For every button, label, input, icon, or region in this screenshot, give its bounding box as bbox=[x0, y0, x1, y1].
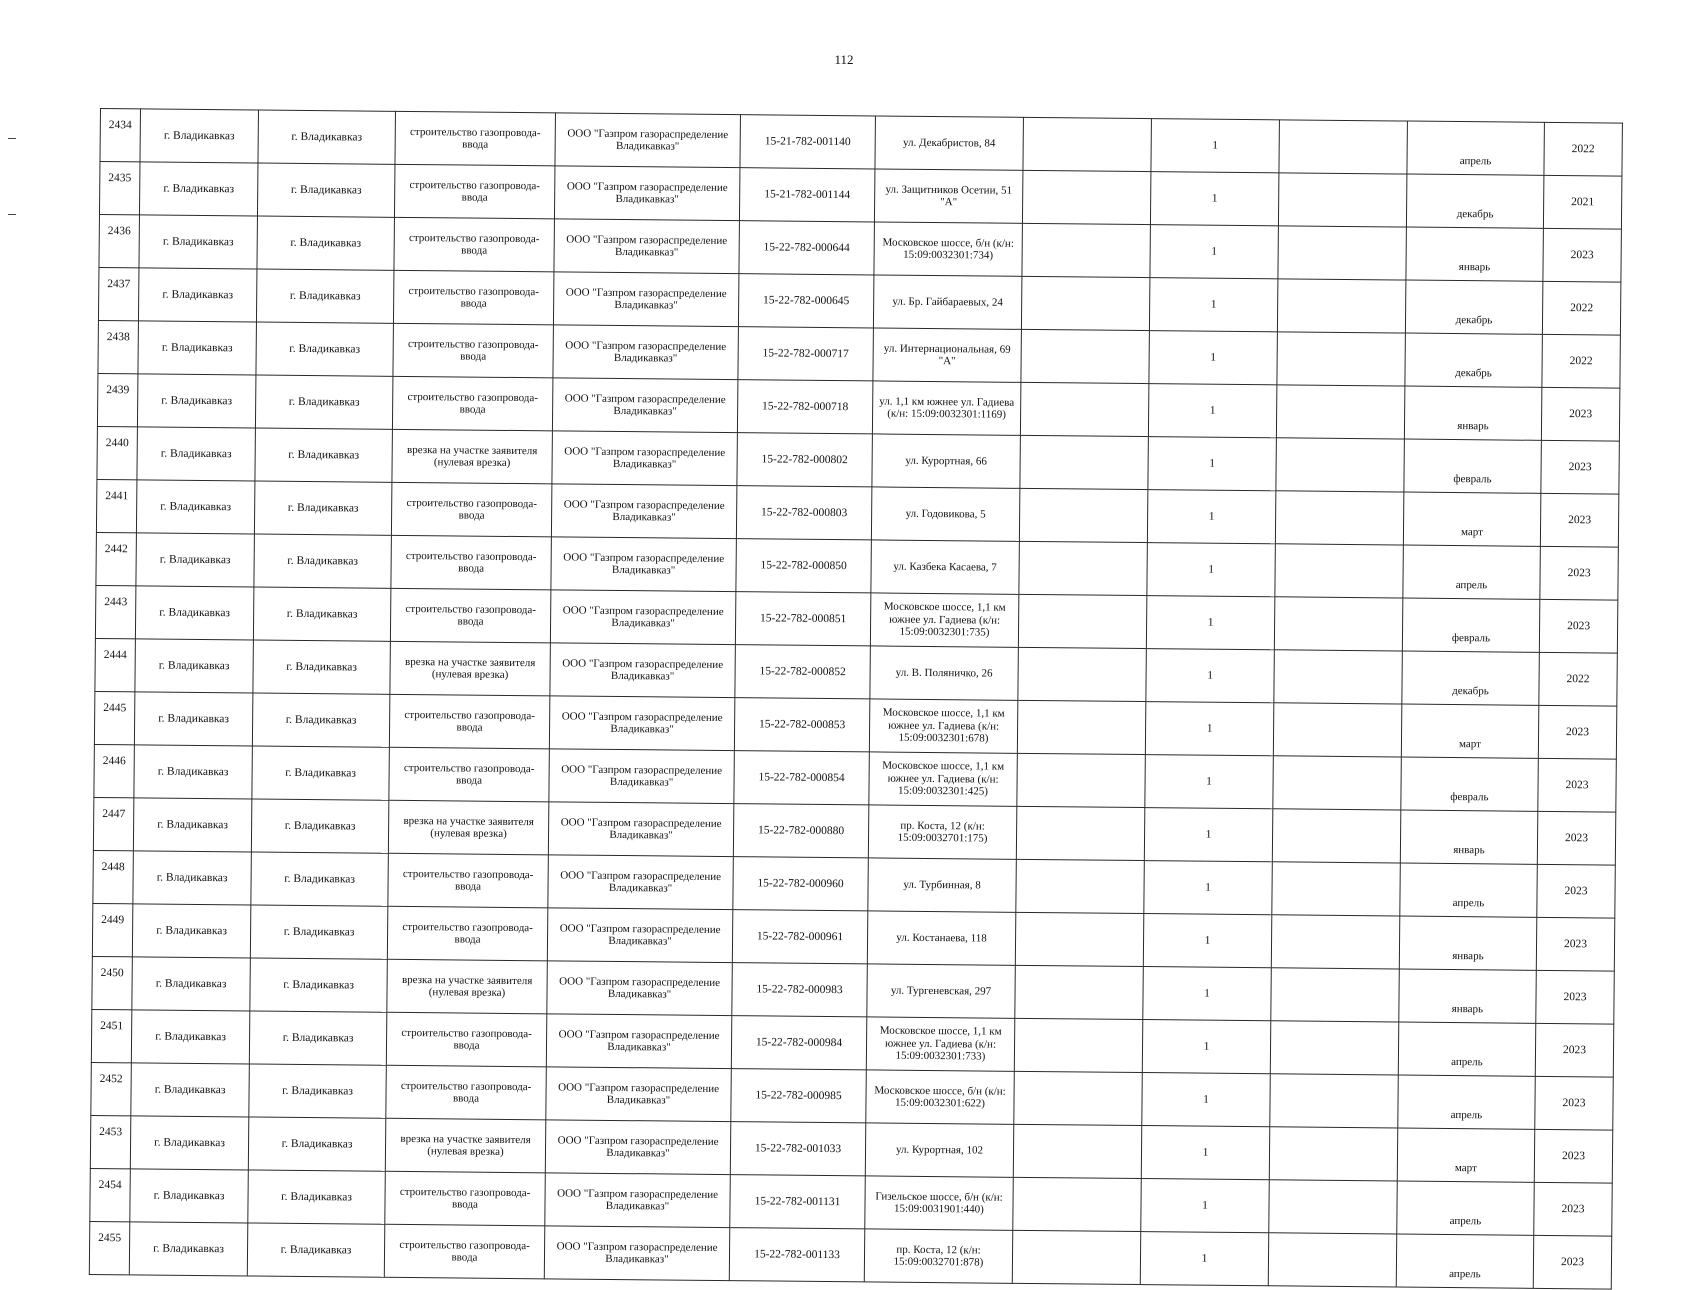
empty-cell bbox=[1021, 329, 1150, 383]
quantity-cell: 1 bbox=[1150, 225, 1279, 279]
district-cell: г. Владикавказ bbox=[134, 692, 253, 746]
year-cell: 2023 bbox=[1534, 1182, 1613, 1236]
empty-cell bbox=[1020, 382, 1149, 436]
row-number: 2446 bbox=[94, 744, 135, 797]
organization-cell: ООО "Газпром газораспределение Владикавказ" bbox=[547, 908, 733, 963]
district-cell: г. Владикавказ bbox=[131, 1063, 250, 1117]
locality-cell: г. Владикавказ bbox=[256, 269, 394, 323]
empty-cell bbox=[1013, 1177, 1142, 1231]
application-code-cell: 15-22-782-000850 bbox=[736, 539, 872, 593]
empty-cell bbox=[1269, 1127, 1398, 1181]
address-cell: Московское шоссе, 1,1 км южнее ул. Гадиева (к/н: 15:09:0032301:678) bbox=[869, 699, 1018, 753]
month-cell: апрель bbox=[1396, 1234, 1534, 1288]
empty-cell bbox=[1274, 650, 1403, 704]
district-cell: г. Владикавказ bbox=[139, 215, 258, 269]
row-number: 2439 bbox=[97, 373, 138, 426]
organization-cell: ООО "Газпром газораспределение Владикавказ" bbox=[549, 749, 735, 804]
row-number: 2455 bbox=[89, 1221, 130, 1274]
month-cell: февраль bbox=[1402, 598, 1540, 652]
empty-cell bbox=[1271, 968, 1400, 1022]
year-cell: 2023 bbox=[1537, 811, 1616, 865]
work-type-cell: врезка на участке заявителя (нулевая врезка) bbox=[385, 1118, 546, 1173]
application-code-cell: 15-22-782-001033 bbox=[730, 1122, 866, 1176]
application-code-cell: 15-22-782-001131 bbox=[730, 1175, 866, 1229]
work-type-cell: строительство газопровода-ввода bbox=[392, 376, 553, 431]
district-cell: г. Владикавказ bbox=[129, 1222, 248, 1276]
quantity-cell: 1 bbox=[1145, 702, 1274, 756]
address-cell: ул. В. Поляничко, 26 bbox=[870, 646, 1019, 700]
quantity-cell: 1 bbox=[1141, 1126, 1270, 1180]
empty-cell bbox=[1023, 117, 1152, 171]
application-code-cell: 15-21-782-001140 bbox=[740, 115, 876, 169]
locality-cell: г. Владикавказ bbox=[251, 799, 389, 853]
address-cell: ул. Казбека Касаева, 7 bbox=[871, 540, 1020, 594]
month-cell: январь bbox=[1399, 916, 1537, 970]
empty-cell bbox=[1277, 332, 1406, 386]
quantity-cell: 1 bbox=[1147, 543, 1276, 597]
empty-cell bbox=[1276, 385, 1405, 439]
locality-cell: г. Владикавказ bbox=[248, 1170, 386, 1224]
month-cell: апрель bbox=[1398, 1075, 1536, 1129]
application-code-cell: 15-22-782-000985 bbox=[731, 1069, 867, 1123]
empty-cell bbox=[1276, 438, 1405, 492]
work-type-cell: строительство газопровода-ввода bbox=[393, 323, 554, 378]
quantity-cell: 1 bbox=[1142, 1020, 1271, 1074]
work-type-cell: строительство газопровода-ввода bbox=[391, 482, 552, 537]
locality-cell: г. Владикавказ bbox=[248, 1117, 386, 1171]
organization-cell: ООО "Газпром газораспределение Владикавказ" bbox=[552, 431, 738, 486]
work-type-cell: строительство газопровода-ввода bbox=[386, 1012, 547, 1067]
application-code-cell: 15-21-782-001144 bbox=[739, 168, 875, 222]
work-type-cell: строительство газопровода-ввода bbox=[387, 906, 548, 961]
quantity-cell: 1 bbox=[1147, 490, 1276, 544]
quantity-cell: 1 bbox=[1144, 808, 1273, 862]
empty-cell bbox=[1014, 1018, 1143, 1072]
empty-cell bbox=[1022, 170, 1151, 224]
district-cell: г. Владикавказ bbox=[139, 162, 258, 216]
address-cell: Московское шоссе, 1,1 км южнее ул. Гадиева (к/н: 15:09:0032301:425) bbox=[869, 752, 1018, 806]
empty-cell bbox=[1275, 544, 1404, 598]
month-cell: март bbox=[1403, 492, 1541, 546]
locality-cell: г. Владикавказ bbox=[256, 322, 394, 376]
locality-cell: г. Владикавказ bbox=[257, 216, 395, 270]
quantity-cell: 1 bbox=[1150, 172, 1279, 226]
empty-cell bbox=[1275, 491, 1404, 545]
month-cell: апрель bbox=[1398, 1022, 1536, 1076]
application-code-cell: 15-22-782-000717 bbox=[738, 327, 874, 381]
address-cell: пр. Коста, 12 (к/н: 15:09:0032701:175) bbox=[868, 805, 1017, 859]
month-cell: апрель bbox=[1403, 545, 1541, 599]
month-cell: февраль bbox=[1404, 439, 1542, 493]
empty-cell bbox=[1014, 1071, 1143, 1125]
district-cell: г. Владикавказ bbox=[136, 533, 255, 587]
year-cell: 2023 bbox=[1535, 1023, 1614, 1077]
application-code-cell: 15-22-782-001133 bbox=[729, 1228, 865, 1282]
address-cell: ул. Декабристов, 84 bbox=[875, 116, 1024, 170]
district-cell: г. Владикавказ bbox=[131, 1010, 250, 1064]
application-code-cell: 15-22-782-000718 bbox=[737, 380, 873, 434]
locality-cell: г. Владикавказ bbox=[258, 110, 396, 164]
row-number: 2453 bbox=[90, 1115, 131, 1168]
district-cell: г. Владикавказ bbox=[130, 1116, 249, 1170]
empty-cell bbox=[1273, 703, 1402, 757]
year-cell: 2023 bbox=[1537, 864, 1616, 918]
organization-cell: ООО "Газпром газораспределение Владикавказ" bbox=[546, 1014, 732, 1069]
address-cell: пр. Коста, 12 (к/н: 15:09:0032701:878) bbox=[864, 1229, 1013, 1283]
month-cell: апрель bbox=[1397, 1181, 1535, 1235]
locality-cell: г. Владикавказ bbox=[247, 1223, 385, 1277]
row-number: 2437 bbox=[98, 267, 139, 320]
empty-cell bbox=[1271, 915, 1400, 969]
row-number: 2438 bbox=[98, 320, 139, 373]
quantity-cell: 1 bbox=[1148, 437, 1277, 491]
work-type-cell: строительство газопровода-ввода bbox=[393, 270, 554, 325]
organization-cell: ООО "Газпром газораспределение Владикавказ" bbox=[549, 696, 735, 751]
work-type-cell: строительство газопровода-ввода bbox=[384, 1224, 545, 1279]
organization-cell: ООО "Газпром газораспределение Владикавказ" bbox=[550, 590, 736, 645]
year-cell: 2023 bbox=[1533, 1235, 1612, 1289]
empty-cell bbox=[1268, 1233, 1397, 1287]
quantity-cell: 1 bbox=[1140, 1232, 1269, 1286]
organization-cell: ООО "Газпром газораспределение Владикавказ" bbox=[545, 1120, 731, 1175]
quantity-cell: 1 bbox=[1146, 596, 1275, 650]
district-cell: г. Владикавказ bbox=[138, 268, 257, 322]
address-cell: ул. Курортная, 66 bbox=[872, 434, 1021, 488]
application-code-cell: 15-22-782-000854 bbox=[734, 751, 870, 805]
application-code-cell: 15-22-782-000802 bbox=[737, 433, 873, 487]
address-cell: Московское шоссе, 1,1 км южнее ул. Гадиева (к/н: 15:09:0032301:733) bbox=[866, 1017, 1015, 1071]
year-cell: 2022 bbox=[1539, 652, 1618, 706]
month-cell: март bbox=[1397, 1128, 1535, 1182]
empty-cell bbox=[1022, 223, 1151, 277]
address-cell: ул. Костанаева, 118 bbox=[867, 911, 1016, 965]
empty-cell bbox=[1020, 435, 1149, 489]
quantity-cell: 1 bbox=[1142, 1073, 1271, 1127]
locality-cell: г. Владикавказ bbox=[252, 746, 390, 800]
quantity-cell: 1 bbox=[1144, 861, 1273, 915]
month-cell: март bbox=[1401, 704, 1539, 758]
address-cell: ул. Интернациональная, 69 "А" bbox=[873, 328, 1022, 382]
empty-cell bbox=[1019, 541, 1148, 595]
row-number: 2447 bbox=[93, 797, 134, 850]
registry-table bbox=[89, 108, 1623, 1290]
empty-cell bbox=[1018, 594, 1147, 648]
empty-cell bbox=[1016, 859, 1145, 913]
locality-cell: г. Владикавказ bbox=[253, 640, 391, 694]
month-cell: декабрь bbox=[1405, 333, 1543, 387]
month-cell: апрель bbox=[1400, 863, 1538, 917]
month-cell: январь bbox=[1406, 227, 1544, 281]
organization-cell: ООО "Газпром газораспределение Владикавказ" bbox=[553, 325, 739, 380]
registry-body bbox=[89, 109, 1622, 1290]
application-code-cell: 15-22-782-000983 bbox=[732, 963, 868, 1017]
address-cell: ул. Защитников Осетии, 51 "А" bbox=[874, 169, 1023, 223]
work-type-cell: строительство газопровода-ввода bbox=[394, 217, 555, 272]
empty-cell bbox=[1274, 597, 1403, 651]
quantity-cell: 1 bbox=[1149, 278, 1278, 332]
month-cell: январь bbox=[1399, 969, 1537, 1023]
month-cell: февраль bbox=[1401, 757, 1539, 811]
empty-cell bbox=[1270, 1074, 1399, 1128]
address-cell: Московское шоссе, б/н (к/н: 15:09:0032301:734) bbox=[874, 222, 1023, 276]
work-type-cell: строительство газопровода-ввода bbox=[390, 588, 551, 643]
work-type-cell: врезка на участке заявителя (нулевая врезка) bbox=[390, 641, 551, 696]
work-type-cell: строительство газопровода-ввода bbox=[395, 111, 556, 166]
locality-cell: г. Владикавказ bbox=[254, 534, 392, 588]
locality-cell: г. Владикавказ bbox=[257, 163, 395, 217]
locality-cell: г. Владикавказ bbox=[252, 693, 390, 747]
scan-mark bbox=[8, 214, 16, 215]
organization-cell: ООО "Газпром газораспределение Владикавказ" bbox=[552, 378, 738, 433]
work-type-cell: строительство газопровода-ввода bbox=[389, 694, 550, 749]
organization-cell: ООО "Газпром газораспределение Владикавказ" bbox=[551, 537, 737, 592]
year-cell: 2023 bbox=[1541, 440, 1620, 494]
empty-cell bbox=[1021, 276, 1150, 330]
application-code-cell: 15-22-782-000984 bbox=[731, 1016, 867, 1070]
work-type-cell: врезка на участке заявителя (нулевая врезка) bbox=[387, 959, 548, 1014]
row-number: 2436 bbox=[99, 214, 140, 267]
organization-cell: ООО "Газпром газораспределение Владикавказ" bbox=[548, 802, 734, 857]
empty-cell bbox=[1016, 806, 1145, 860]
district-cell: г. Владикавказ bbox=[132, 957, 251, 1011]
row-number: 2443 bbox=[95, 585, 136, 638]
row-number: 2444 bbox=[95, 638, 136, 691]
year-cell: 2023 bbox=[1539, 599, 1618, 653]
empty-cell bbox=[1270, 1021, 1399, 1075]
empty-cell bbox=[1272, 809, 1401, 863]
year-cell: 2021 bbox=[1543, 175, 1622, 229]
locality-cell: г. Владикавказ bbox=[255, 428, 393, 482]
application-code-cell: 15-22-782-000644 bbox=[739, 221, 875, 275]
address-cell: ул. Курортная, 102 bbox=[865, 1123, 1014, 1177]
locality-cell: г. Владикавказ bbox=[251, 852, 389, 906]
page-number: 112 bbox=[834, 52, 854, 67]
year-cell: 2023 bbox=[1540, 493, 1619, 547]
work-type-cell: строительство газопровода-ввода bbox=[391, 535, 552, 590]
organization-cell: ООО "Газпром газораспределение Владикавказ" bbox=[548, 855, 734, 910]
quantity-cell: 1 bbox=[1143, 914, 1272, 968]
empty-cell bbox=[1279, 120, 1408, 174]
organization-cell: ООО "Газпром газораспределение Владикавказ" bbox=[551, 484, 737, 539]
row-number: 2441 bbox=[96, 479, 137, 532]
year-cell: 2022 bbox=[1542, 281, 1621, 335]
empty-cell bbox=[1278, 226, 1407, 280]
work-type-cell: строительство газопровода-ввода bbox=[394, 164, 555, 219]
row-number: 2445 bbox=[94, 691, 135, 744]
organization-cell: ООО "Газпром газораспределение Владикавказ" bbox=[554, 166, 740, 221]
year-cell: 2023 bbox=[1536, 970, 1615, 1024]
empty-cell bbox=[1018, 647, 1147, 701]
empty-cell bbox=[1278, 173, 1407, 227]
year-cell: 2022 bbox=[1544, 122, 1623, 176]
work-type-cell: строительство газопровода-ввода bbox=[389, 747, 550, 802]
organization-cell: ООО "Газпром газораспределение Владикавказ" bbox=[544, 1226, 730, 1281]
organization-cell: ООО "Газпром газораспределение Владикавказ" bbox=[553, 272, 739, 327]
empty-cell bbox=[1015, 912, 1144, 966]
quantity-cell: 1 bbox=[1141, 1179, 1270, 1233]
application-code-cell: 15-22-782-000961 bbox=[732, 910, 868, 964]
empty-cell bbox=[1015, 965, 1144, 1019]
year-cell: 2023 bbox=[1543, 228, 1622, 282]
address-cell: Гизельское шоссе, б/н (к/н: 15:09:0031901:440) bbox=[865, 1176, 1014, 1230]
organization-cell: ООО "Газпром газораспределение Владикавказ" bbox=[546, 1067, 732, 1122]
application-code-cell: 15-22-782-000852 bbox=[735, 645, 871, 699]
locality-cell: г. Владикавказ bbox=[250, 958, 388, 1012]
district-cell: г. Владикавказ bbox=[137, 427, 256, 481]
district-cell: г. Владикавказ bbox=[132, 904, 251, 958]
row-number: 2451 bbox=[91, 1009, 132, 1062]
year-cell: 2023 bbox=[1534, 1129, 1613, 1183]
quantity-cell: 1 bbox=[1143, 967, 1272, 1021]
district-cell: г. Владикавказ bbox=[138, 321, 257, 375]
application-code-cell: 15-22-782-000960 bbox=[733, 857, 869, 911]
address-cell: ул. Годовикова, 5 bbox=[871, 487, 1020, 541]
year-cell: 2023 bbox=[1535, 1076, 1614, 1130]
row-number: 2440 bbox=[97, 426, 138, 479]
quantity-cell: 1 bbox=[1151, 119, 1280, 173]
organization-cell: ООО "Газпром газораспределение Владикавказ" bbox=[554, 219, 740, 274]
year-cell: 2023 bbox=[1538, 705, 1617, 759]
row-number: 2449 bbox=[92, 903, 133, 956]
registry-sheet bbox=[89, 108, 1623, 1290]
locality-cell: г. Владикавказ bbox=[255, 375, 393, 429]
month-cell: декабрь bbox=[1405, 280, 1543, 334]
year-cell: 2023 bbox=[1536, 917, 1615, 971]
application-code-cell: 15-22-782-000880 bbox=[733, 804, 869, 858]
quantity-cell: 1 bbox=[1149, 331, 1278, 385]
row-number: 2454 bbox=[90, 1168, 131, 1221]
district-cell: г. Владикавказ bbox=[134, 745, 253, 799]
work-type-cell: врезка на участке заявителя (нулевая врезка) bbox=[392, 429, 553, 484]
empty-cell bbox=[1269, 1180, 1398, 1234]
locality-cell: г. Владикавказ bbox=[253, 587, 391, 641]
year-cell: 2023 bbox=[1538, 758, 1617, 812]
empty-cell bbox=[1012, 1230, 1141, 1284]
scan-mark bbox=[8, 138, 16, 139]
empty-cell bbox=[1017, 753, 1146, 807]
address-cell: ул. Тургеневская, 297 bbox=[867, 964, 1016, 1018]
organization-cell: ООО "Газпром газораспределение Владикавказ" bbox=[547, 961, 733, 1016]
district-cell: г. Владикавказ bbox=[135, 586, 254, 640]
district-cell: г. Владикавказ bbox=[133, 798, 252, 852]
month-cell: январь bbox=[1400, 810, 1538, 864]
month-cell: декабрь bbox=[1402, 651, 1540, 705]
district-cell: г. Владикавказ bbox=[135, 639, 254, 693]
district-cell: г. Владикавказ bbox=[136, 480, 255, 534]
row-number: 2435 bbox=[99, 162, 140, 215]
work-type-cell: строительство газопровода-ввода bbox=[388, 853, 549, 908]
work-type-cell: строительство газопровода-ввода bbox=[385, 1171, 546, 1226]
locality-cell: г. Владикавказ bbox=[249, 1011, 387, 1065]
row-number: 2434 bbox=[100, 109, 141, 162]
month-cell: апрель bbox=[1407, 121, 1545, 175]
empty-cell bbox=[1273, 756, 1402, 810]
year-cell: 2023 bbox=[1540, 546, 1619, 600]
quantity-cell: 1 bbox=[1145, 755, 1274, 809]
locality-cell: г. Владикавказ bbox=[250, 905, 388, 959]
year-cell: 2023 bbox=[1541, 387, 1620, 441]
district-cell: г. Владикавказ bbox=[140, 109, 259, 163]
work-type-cell: врезка на участке заявителя (нулевая врезка) bbox=[388, 800, 549, 855]
address-cell: ул. 1,1 км южнее ул. Гадиева (к/н: 15:09:0032301:1169) bbox=[872, 381, 1021, 435]
row-number: 2442 bbox=[96, 532, 137, 585]
organization-cell: ООО "Газпром газораспределение Владикавказ" bbox=[555, 113, 741, 168]
organization-cell: ООО "Газпром газораспределение Владикавказ" bbox=[545, 1173, 731, 1228]
address-cell: Московское шоссе, б/н (к/н: 15:09:0032301:622) bbox=[866, 1070, 1015, 1124]
application-code-cell: 15-22-782-000851 bbox=[735, 592, 871, 646]
row-number: 2448 bbox=[93, 850, 134, 903]
locality-cell: г. Владикавказ bbox=[249, 1064, 387, 1118]
empty-cell bbox=[1277, 279, 1406, 333]
organization-cell: ООО "Газпром газораспределение Владикавказ" bbox=[550, 643, 736, 698]
address-cell: ул. Турбинная, 8 bbox=[868, 858, 1017, 912]
district-cell: г. Владикавказ bbox=[130, 1169, 249, 1223]
locality-cell: г. Владикавказ bbox=[254, 481, 392, 535]
quantity-cell: 1 bbox=[1146, 649, 1275, 703]
row-number: 2452 bbox=[91, 1062, 132, 1115]
district-cell: г. Владикавказ bbox=[137, 374, 256, 428]
application-code-cell: 15-22-782-000803 bbox=[736, 486, 872, 540]
empty-cell bbox=[1272, 862, 1401, 916]
application-code-cell: 15-22-782-000645 bbox=[738, 274, 874, 328]
address-cell: Московское шоссе, 1,1 км южнее ул. Гадиева (к/н: 15:09:0032301:735) bbox=[870, 593, 1019, 647]
address-cell: ул. Бр. Гайбараевых, 24 bbox=[873, 275, 1022, 329]
year-cell: 2022 bbox=[1542, 334, 1621, 388]
empty-cell bbox=[1013, 1124, 1142, 1178]
application-code-cell: 15-22-782-000853 bbox=[734, 698, 870, 752]
empty-cell bbox=[1017, 700, 1146, 754]
work-type-cell: строительство газопровода-ввода bbox=[386, 1065, 547, 1120]
month-cell: декабрь bbox=[1406, 174, 1544, 228]
month-cell: январь bbox=[1404, 386, 1542, 440]
row-number: 2450 bbox=[92, 956, 133, 1009]
quantity-cell: 1 bbox=[1148, 384, 1277, 438]
empty-cell bbox=[1019, 488, 1148, 542]
district-cell: г. Владикавказ bbox=[133, 851, 252, 905]
